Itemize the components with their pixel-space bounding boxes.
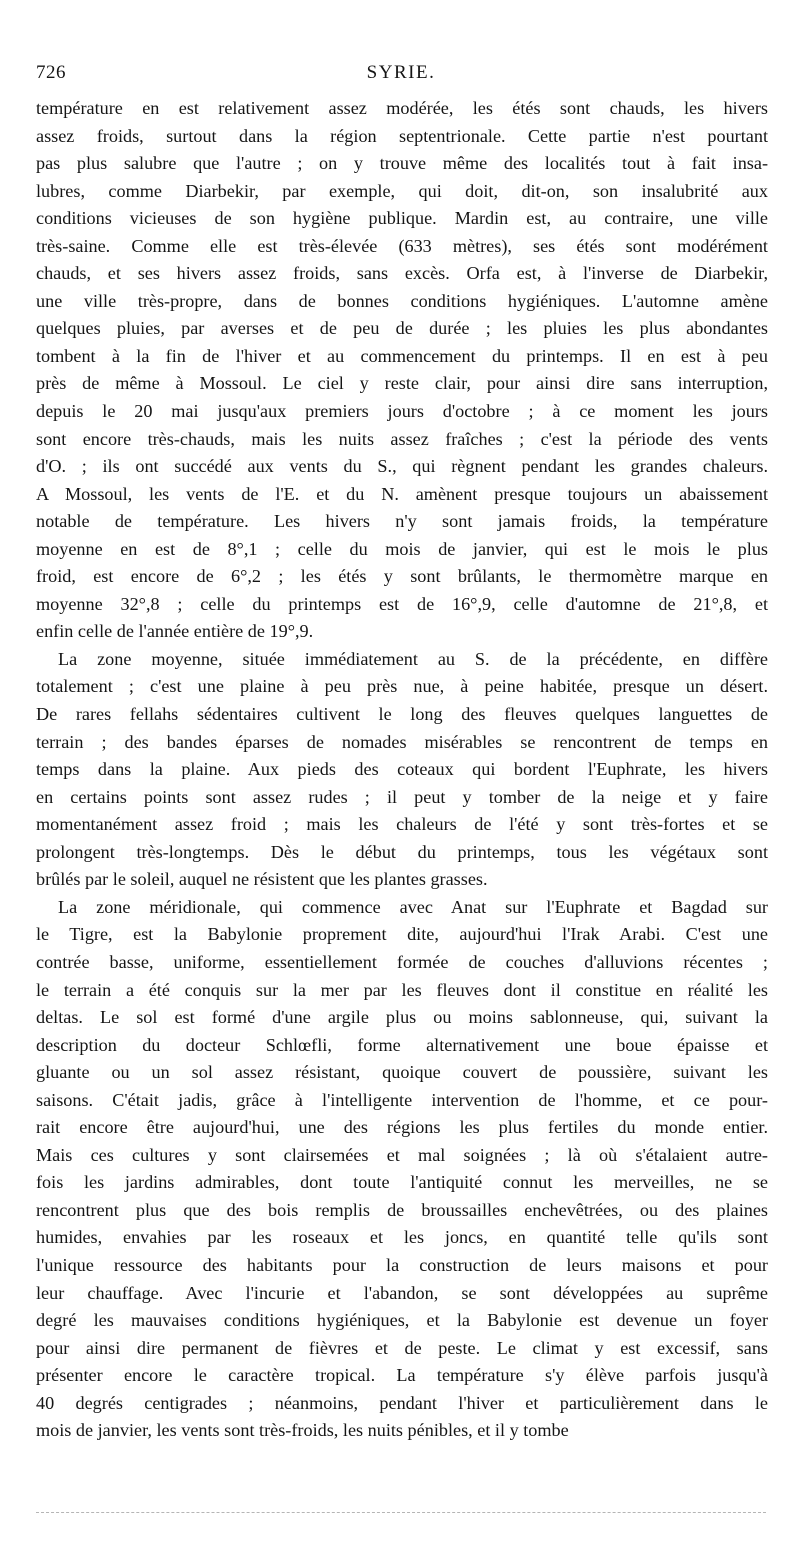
text-line: conditions vicieuses de son hygiène publique. Mardin est, au contraire, une ville: [36, 208, 768, 229]
text-line: La zone moyenne, située immédiatement au S. de la précédente, en diffère: [58, 648, 768, 669]
text-line: d'O. ; ils ont succédé aux vents du S., qui règnent pendant les grandes chaleurs.: [36, 456, 768, 477]
text-line: 40 degrés centigrades ; néanmoins, pendant l'hiver et particulièrement dans le: [36, 1392, 768, 1413]
text-line: gluante ou un sol assez résistant, quoique couvert de poussière, suivant les: [36, 1062, 768, 1083]
text-line: A Mossoul, les vents de l'E. et du N. amènent presque toujours un abaissement: [36, 483, 768, 504]
text-line: pour ainsi dire permanent de fièvres et de peste. Le climat y est excessif, sans: [36, 1337, 768, 1358]
text-line: lubres, comme Diarbekir, par exemple, qui doit, dit-on, son insalubrité aux: [36, 180, 768, 201]
text-line: chauds, et ses hivers assez froids, sans excès. Orfa est, à l'inverse de Diarbekir,: [36, 263, 768, 284]
text-line: quelques pluies, par averses et de peu de durée ; les pluies les plus abondantes: [36, 318, 768, 339]
text-line: Mais ces cultures y sont clairsemées et mal soignées ; là où s'étalaient autre-: [36, 1144, 768, 1165]
paragraph: [36, 897, 768, 1448]
text-line: saisons. C'était jadis, grâce à l'intelligente intervention de l'homme, et ce pour-: [36, 1089, 768, 1110]
text-line: prolongent très-longtemps. Dès le début du printemps, tous les végétaux sont: [36, 841, 768, 862]
text-line: présenter encore le caractère tropical. La température s'y élève parfois jusqu'à: [36, 1365, 768, 1386]
page-number: 726: [36, 62, 66, 83]
text-line: moyenne en est de 8°,1 ; celle du mois de janvier, qui est le mois le plus: [36, 538, 768, 559]
text-line: momentanément assez froid ; mais les chaleurs de l'été y sont très-fortes et se: [36, 814, 768, 835]
text-line: totalement ; c'est une plaine à peu près nue, à peine habitée, presque un désert.: [36, 676, 768, 697]
text-line: une ville très-propre, dans de bonnes conditions hygiéniques. L'automne amène: [36, 290, 768, 311]
text-line: La zone méridionale, qui commence avec Anat sur l'Euphrate et Bagdad sur: [58, 896, 768, 917]
text-line: contrée basse, uniforme, essentiellement formée de couches d'alluvions récentes ;: [36, 951, 768, 972]
text-line: description du docteur Schlœfli, forme alternativement une boue épaisse et: [36, 1034, 768, 1055]
paragraph: [36, 98, 768, 649]
text-line: leur chauffage. Avec l'incurie et l'abandon, se sont développées au suprême: [36, 1282, 768, 1303]
text-line: l'unique ressource des habitants pour la construction de leurs maisons et pour: [36, 1254, 768, 1275]
text-line: terrain ; des bandes éparses de nomades misérables se rencontrent de temps en: [36, 731, 768, 752]
text-line: le terrain a été conquis sur la mer par les fleuves dont il constitue en réalité les: [36, 979, 768, 1000]
text-line: notable de température. Les hivers n'y sont jamais froids, la température: [36, 511, 768, 532]
text-line: très-saine. Comme elle est très-élevée (633 mètres), ses étés sont modérément: [36, 235, 768, 256]
text-line: près de même à Mossoul. Le ciel y reste clair, pour ainsi dire sans interruption,: [36, 373, 768, 394]
text-line: moyenne 32°,8 ; celle du printemps est de 16°,9, celle d'automne de 21°,8, et: [36, 593, 768, 614]
text-line: sont encore très-chauds, mais les nuits assez fraîches ; c'est la période des vents: [36, 428, 768, 449]
text-line: mois de janvier, les vents sont très-froids, les nuits pénibles, et il y tombe: [36, 1420, 569, 1441]
body-text: [36, 98, 768, 1448]
text-line: temps dans la plaine. Aux pieds des coteaux qui bordent l'Euphrate, les hivers: [36, 759, 768, 780]
text-line: De rares fellahs sédentaires cultivent le long des fleuves quelques languettes de: [36, 704, 768, 725]
paragraph: [36, 649, 768, 897]
text-line: depuis le 20 mai jusqu'aux premiers jours d'octobre ; à ce moment les jours: [36, 401, 768, 422]
page-header: [36, 62, 766, 92]
running-head: SYRIE.: [366, 62, 436, 83]
text-line: humides, envahies par les roseaux et les joncs, en quantité telle qu'ils sont: [36, 1227, 768, 1248]
text-line: brûlés par le soleil, auquel ne résistent que les plantes grasses.: [36, 869, 488, 890]
text-line: fois les jardins admirables, dont toute l'antiquité connut les merveilles, ne se: [36, 1172, 768, 1193]
text-line: assez froids, surtout dans la région septentrionale. Cette partie n'est pourtant: [36, 125, 768, 146]
text-line: température en est relativement assez modérée, les étés sont chauds, les hivers: [36, 98, 768, 118]
text-line: pas plus salubre que l'autre ; on y trouve même des localités tout à fait insa-: [36, 153, 768, 174]
text-line: enfin celle de l'année entière de 19°,9.: [36, 621, 314, 642]
text-line: rait encore être aujourd'hui, une des régions les plus fertiles du monde entier.: [36, 1117, 768, 1138]
text-line: tombent à la fin de l'hiver et au commencement du printemps. Il en est à peu: [36, 345, 768, 366]
text-line: deltas. Le sol est formé d'une argile plus ou moins sablonneuse, qui, suivant la: [36, 1007, 768, 1028]
text-line: degré les mauvaises conditions hygiéniques, et la Babylonie est devenue un foyer: [36, 1310, 768, 1331]
text-line: en certains points sont assez rudes ; il peut y tomber de la neige et y faire: [36, 786, 768, 807]
text-line: froid, est encore de 6°,2 ; les étés y sont brûlants, le thermomètre marque en: [36, 566, 768, 587]
footer-rule: [36, 1512, 766, 1513]
text-line: rencontrent plus que des bois remplis de broussailles enchevêtrées, ou des plaines: [36, 1199, 768, 1220]
text-line: le Tigre, est la Babylonie proprement dite, aujourd'hui l'Irak Arabi. C'est une: [36, 924, 768, 945]
